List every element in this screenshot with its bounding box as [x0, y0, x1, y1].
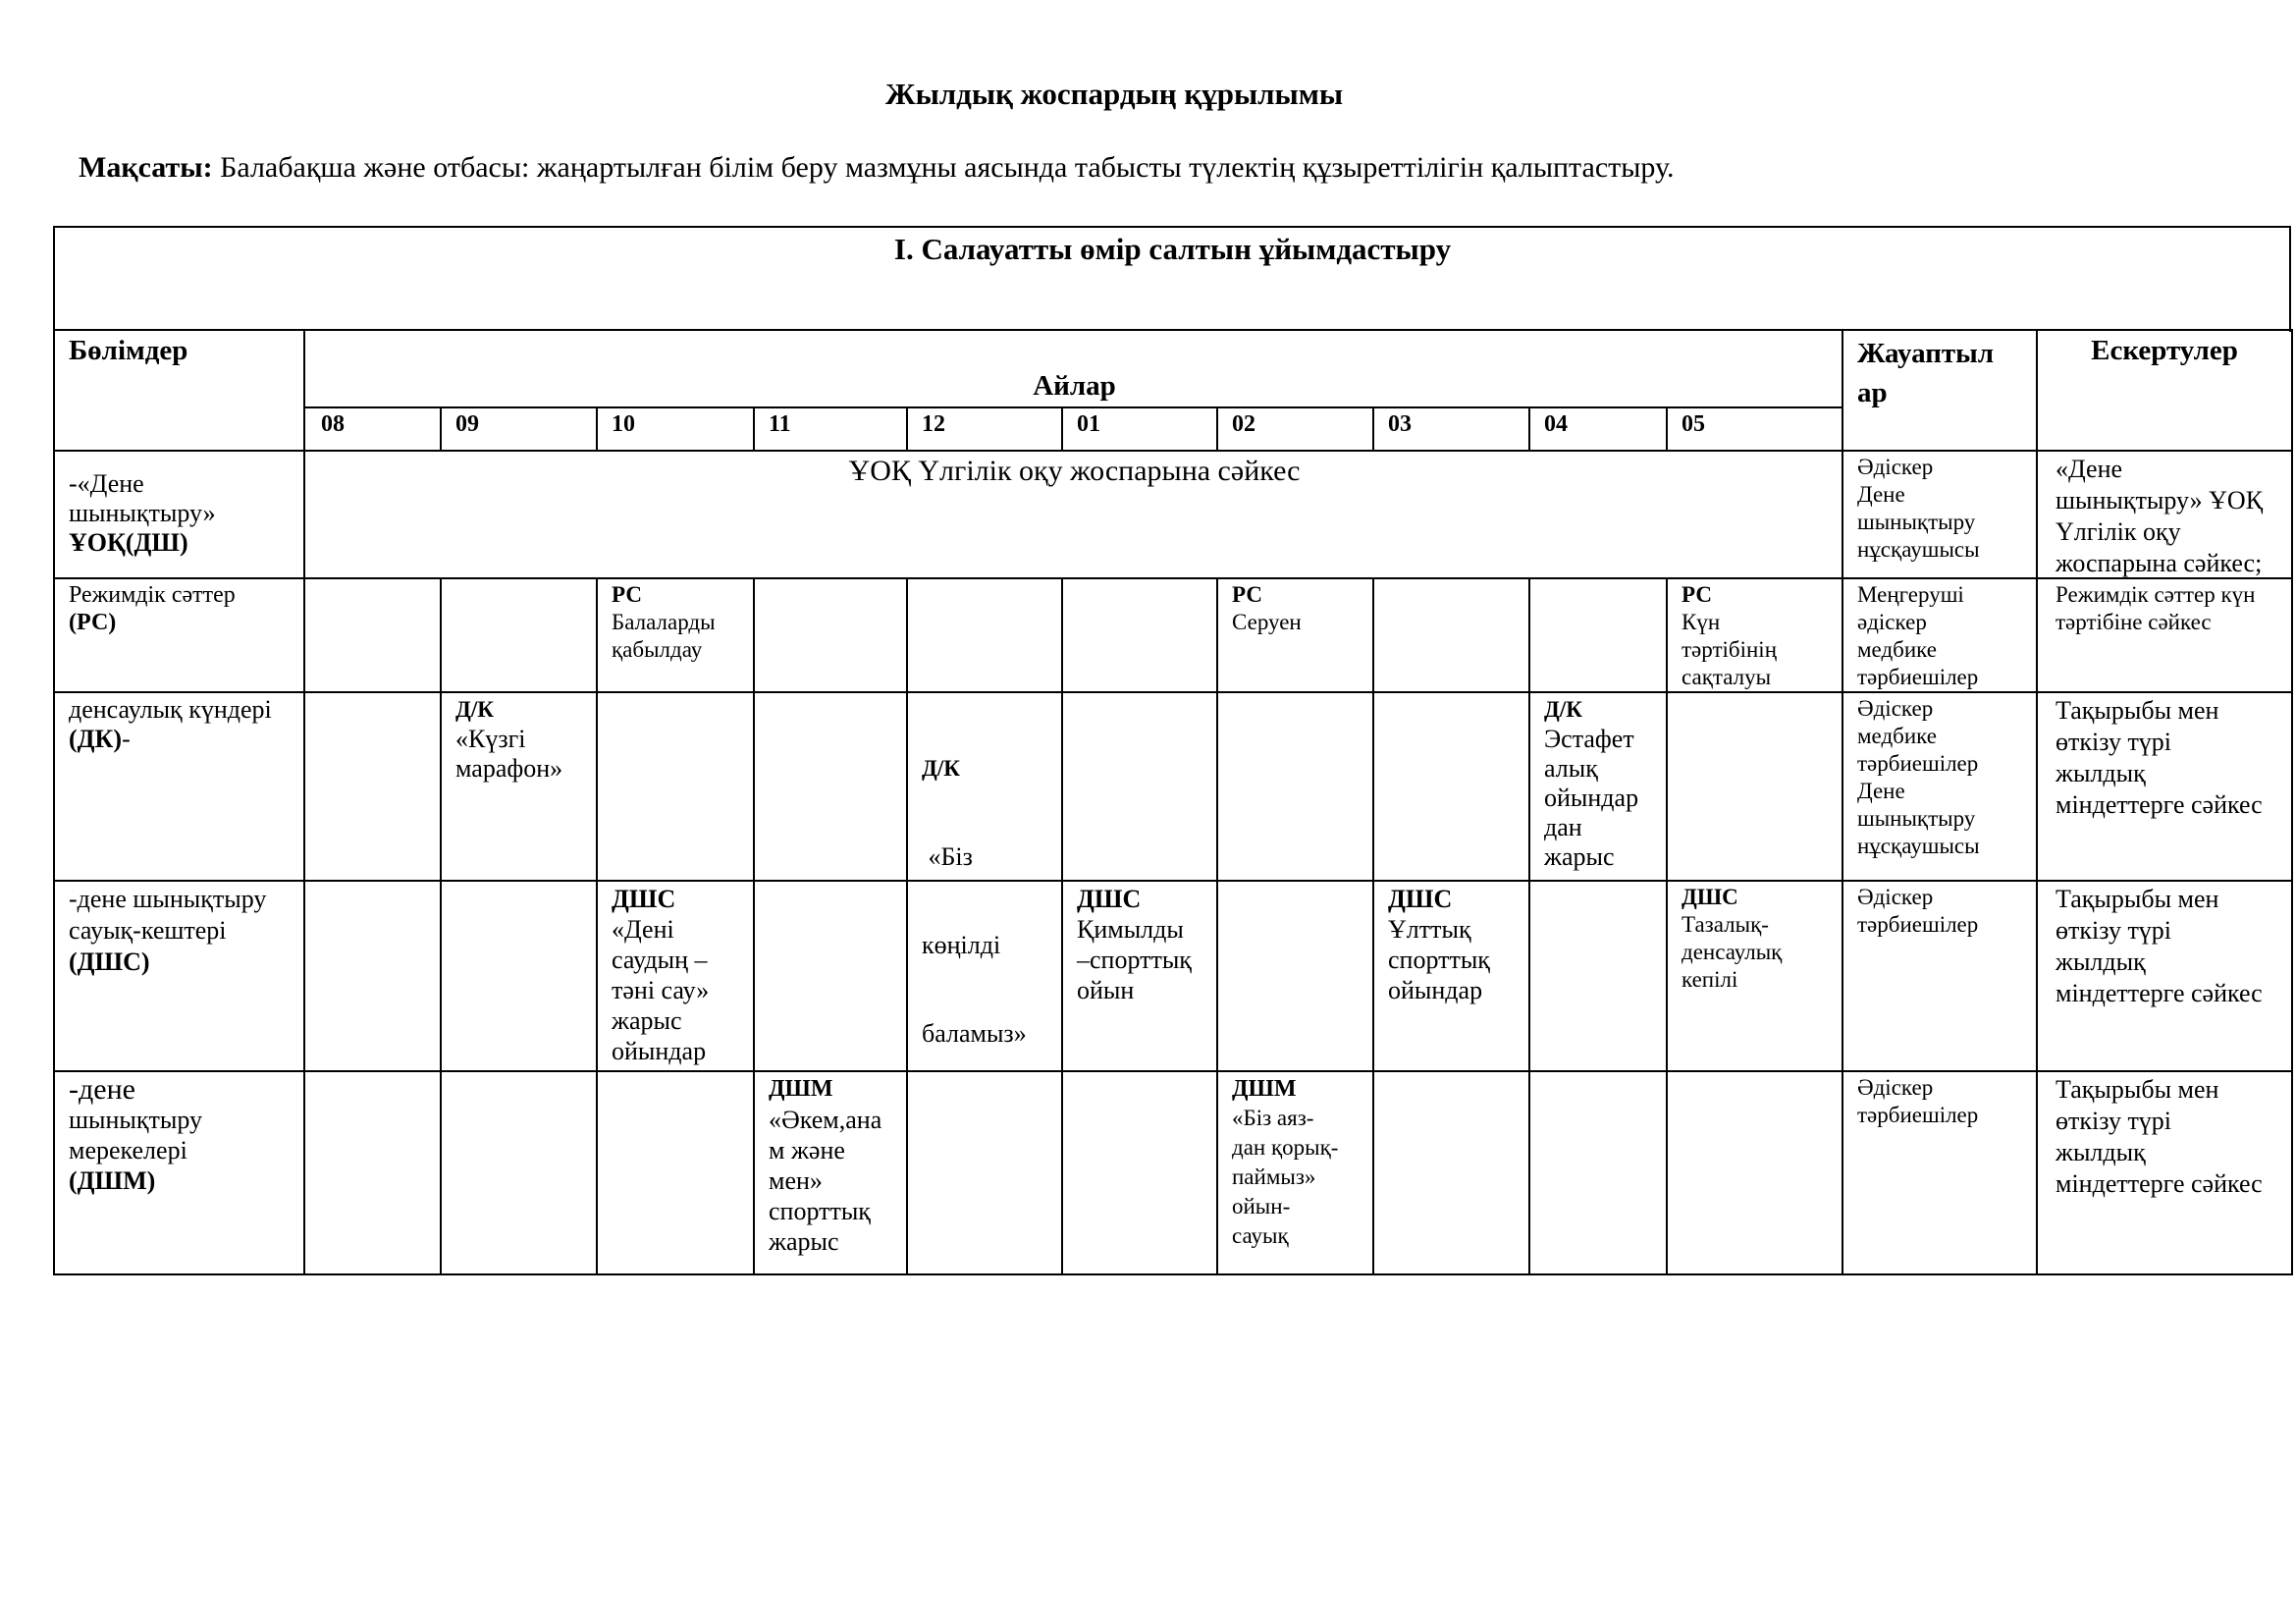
event-cell: РС Күн тәртібінің сақталуы [1682, 582, 1777, 689]
event-cell: Д/К «Біз көңілді баламыз» [922, 756, 1027, 1048]
header-sections: Бөлімдер [69, 335, 188, 366]
month-label: 12 [922, 411, 945, 437]
month-label: 08 [321, 411, 345, 437]
event-cell: ДШС Қимылды –спорттық ойын [1077, 885, 1192, 1004]
month-label: 09 [455, 411, 479, 437]
month-label: 10 [612, 411, 635, 437]
header-notes: Ескертулер [2091, 335, 2238, 366]
month-label: 04 [1544, 411, 1568, 437]
month-label: 03 [1388, 411, 1412, 437]
month-label: 02 [1232, 411, 1255, 437]
month-label: 01 [1077, 411, 1100, 437]
row-section-dshm: -дене шынықтыру мерекелері (ДШМ) [69, 1073, 202, 1195]
document-title: Жылдық жоспардың құрылымы [884, 77, 1344, 111]
row-notes: Режимдік сәттер күн тәртібіне сәйкес [2056, 582, 2256, 634]
row-responsible: Әдіскер тәрбиешілер [1857, 885, 1979, 937]
row-section-dsh: -«Дене шынықтыру» ҰОҚ(ДШ) [69, 469, 216, 557]
row-responsible: Әдіскер тәрбиешілер [1857, 1075, 1979, 1127]
row-responsible: Әдіскер медбике тәрбиешілер Дене шынықтыру нұсқаушысы [1857, 696, 1980, 858]
row-section-dk: денсаулық күндері (ДК)- [69, 695, 272, 753]
row-section-dshs: -дене шынықтыру сауық-кештері (ДШС) [69, 885, 267, 976]
row-notes: Тақырыбы мен өткізу түрі жылдық міндеттерге сәйкес [2056, 885, 2263, 1007]
row-span-text: ҰОҚ Үлгілік оқу жоспарына сәйкес [848, 455, 1301, 487]
goal-label: Мақсаты: [79, 151, 213, 184]
event-cell: ДШС Ұлттық спорттық ойындар [1388, 885, 1490, 1004]
event-cell: ДШС «Дені саудың – тәні сау» жарыс ойындар [612, 885, 710, 1065]
row-responsible: Меңгеруші әдіскер медбике тәрбиешілер [1857, 582, 1979, 689]
event-cell: ДШМ «Әкем,ана м және мен» спорттық жарыс [769, 1076, 882, 1256]
row-notes: Тақырыбы мен өткізу түрі жылдық міндеттерге сәйкес [2056, 1075, 2263, 1198]
row-responsible: Әдіскер Дене шынықтыру нұсқаушысы [1857, 455, 1980, 562]
header-responsible: Жауаптыл ар [1857, 338, 1995, 408]
event-cell: Д/К Эстафет алық ойындар дан жарыс [1544, 697, 1639, 871]
event-cell: Д/К «Күзгі марафон» [455, 697, 563, 783]
month-label: 11 [769, 411, 791, 437]
event-cell: РС Серуен [1232, 582, 1302, 634]
event-cell: ДШМ «Біз аяз- дан қорық- паймыз» ойын- сауық [1232, 1076, 1339, 1248]
row-notes: Тақырыбы мен өткізу түрі жылдық міндеттерге сәйкес [2056, 696, 2263, 819]
event-cell: РС Балаларды қабылдау [612, 582, 716, 662]
month-label: 05 [1682, 411, 1705, 437]
goal-statement [79, 151, 2189, 185]
goal-text: Балабақша және отбасы: жаңартылған білім беру мазмұны аясында табысты түлектің құзыреттілігін қалыптастыру. [212, 151, 1675, 184]
row-section-rs: Режимдік сәттер (РС) [69, 582, 236, 635]
header-months: Айлар [1033, 370, 1116, 402]
event-cell: ДШС Тазалық- денсаулық кепілі [1682, 885, 1783, 992]
section-title: I. Салауатты өмір салтын ұйымдастыру [893, 232, 1452, 266]
row-notes: «Дене шынықтыру» ҰОҚ Үлгілік оқу жоспарына сәйкес; [2056, 455, 2264, 577]
